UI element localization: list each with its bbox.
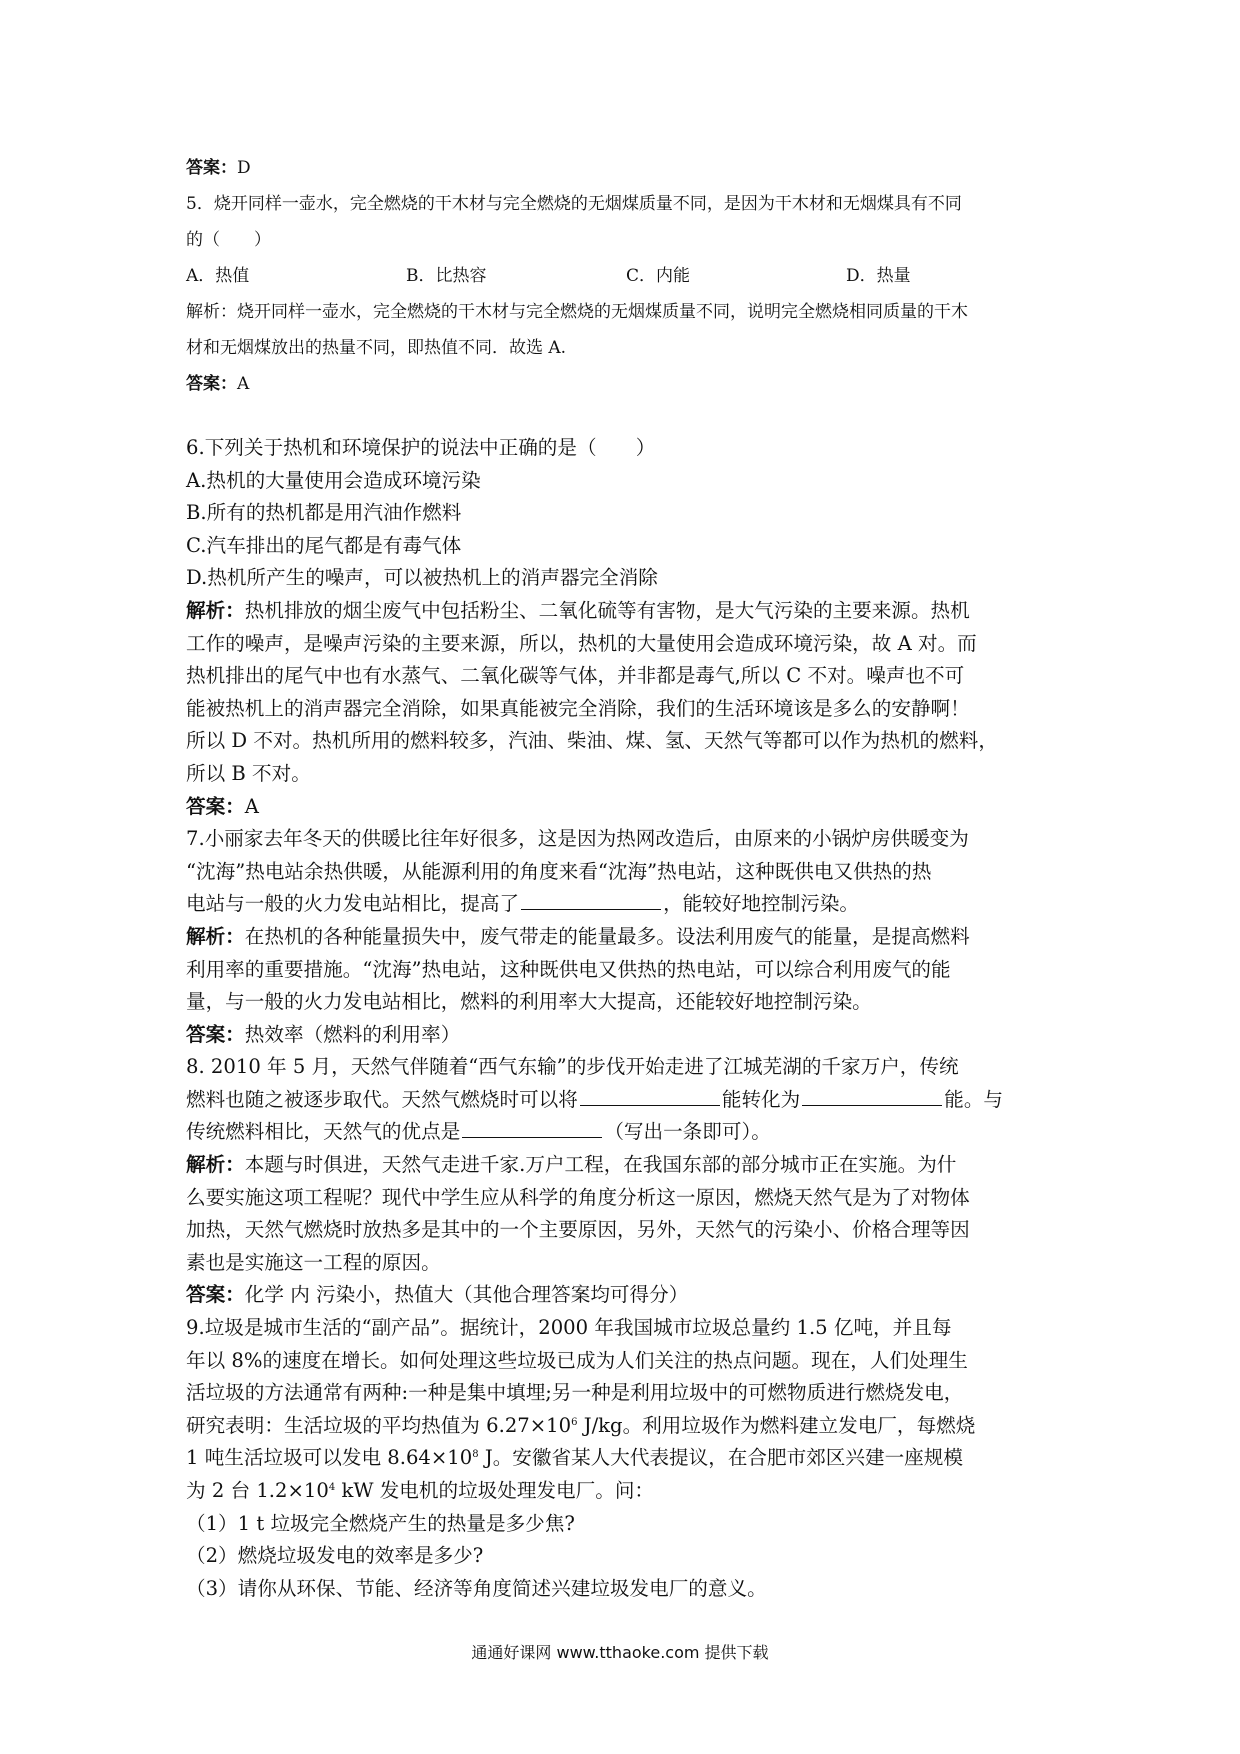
q7-analysis-text1: 在热机的各种能量损失中，废气带走的能量最多。设法利用废气的能量，是提高燃料	[244, 924, 970, 948]
q9-stem-line3: 活垃圾的方法通常有两种:一种是集中填埋;另一种是利用垃圾中的可燃物质进行燃烧发电，	[186, 1381, 964, 1405]
q6-analysis-line1	[186, 595, 1066, 628]
analysis-label: 解析：	[186, 924, 245, 948]
q7-stem-line3-start: 电站与一般的火力发电站相比，提高了	[186, 892, 520, 916]
q7-blank	[521, 891, 661, 910]
q6-stem: 6.下列关于热机和环境保护的说法中正确的是（ ）	[186, 436, 656, 459]
q6-option-b: B.所有的热机都是用汽油作燃料	[186, 501, 462, 525]
q9-stem-line4-start: 研究表明：生活垃圾的平均热值为 6.27×10	[186, 1413, 572, 1437]
q7-analysis-line2: 利用率的重要措施。“沈海”热电站，这种既供电又供热的热电站，可以综合利用废气的能	[186, 957, 951, 981]
q8-analysis-line2: 么要实施这项工程呢？现代中学生应从科学的角度分析这一原因，燃烧天然气是为了对物体	[186, 1185, 970, 1209]
q9-stem-line6-start: 为 2 台 1.2×10	[186, 1479, 329, 1502]
q5-stem-line1: 5．烧开同样一壶水，完全燃烧的干木材与完全燃烧的无烟煤质量不同，是因为干木材和无烟煤具有不同	[186, 194, 962, 214]
q7-analysis-line3: 量，与一般的火力发电站相比，燃料的利用率大大提高，还能较好地控制污染。	[186, 990, 872, 1014]
q8-answer	[186, 1279, 1066, 1312]
q9-stem-line5	[186, 1442, 1066, 1475]
page-footer: 通通好课网 www.tthaoke.com 提供下载	[471, 1643, 769, 1662]
q9-exponent-2: 8	[472, 1449, 479, 1461]
q5-option-b: B．比热容	[406, 266, 487, 286]
q8-stem-line3-start: 传统燃料相比，天然气的优点是	[186, 1120, 461, 1144]
q9-stem-line1: 9.垃圾是城市生活的“副产品”。据统计，2000 年我国城市垃圾总量约 1.5 亿吨，并且每	[186, 1316, 952, 1340]
q6-analysis-line2: 工作的噪声，是噪声污染的主要来源，所以，热机的大量使用会造成环境污染，故 A 对。而	[186, 631, 977, 655]
q8-analysis-line4: 素也是实施这一工程的原因。	[186, 1250, 441, 1274]
q9-stem-line4-end: J/kg。利用垃圾作为燃料建立发电厂，每燃烧	[577, 1413, 976, 1437]
q9-sub-question-3: （3）请你从环保、节能、经济等角度简述兴建垃圾发电厂的意义。	[186, 1576, 767, 1600]
q5-options	[186, 258, 1066, 294]
q7-stem-line2: “沈海”热电站余热供暖，从能源利用的角度来看“沈海”热电站，这种既供电又供热的热	[186, 859, 932, 883]
spacer	[186, 402, 1066, 432]
q9-stem-line6	[186, 1475, 1066, 1508]
q5-analysis-line1: 解析：烧开同样一壶水，完全燃烧的干木材与完全燃烧的无烟煤质量不同，说明完全燃烧相同质量的干木	[186, 302, 968, 322]
q8-stem-line2-mid: 能转化为	[721, 1087, 801, 1111]
q5-analysis-line2: 材和无烟煤放出的热量不同，即热值不同．故选 A.	[186, 338, 567, 358]
analysis-label: 解析：	[186, 598, 245, 622]
q5-stem-line2: 的（ ）	[186, 230, 271, 250]
q7-stem-line1: 7.小丽家去年冬天的供暖比往年好很多，这是因为热网改造后，由原来的小锅炉房供暖变为	[186, 827, 969, 851]
q5-option-d: D．热量	[846, 266, 911, 286]
q6-analysis-line6: 所以 B 不对。	[186, 761, 311, 785]
q7-analysis-line1	[186, 921, 1066, 954]
answer-label: 答案：	[186, 374, 237, 394]
q6-analysis-line4: 能被热机上的消声器完全消除，如果真能被完全消除，我们的生活环境该是多么的安静啊！	[186, 696, 970, 720]
q7-stem-line3-end: ，能较好地控制污染。	[663, 892, 860, 916]
q9-stem-line4	[186, 1410, 1066, 1443]
q8-analysis-line3: 加热，天然气燃烧时放热多是其中的一个主要原因，另外，天然气的污染小、价格合理等因	[186, 1218, 970, 1242]
q8-stem-line3-end: （写出一条即可）。	[604, 1120, 771, 1144]
q6-option-d: D.热机所产生的噪声，可以被热机上的消声器完全消除	[186, 566, 658, 590]
answer-label: 答案：	[186, 1022, 245, 1046]
q8-analysis-text1: 本题与时俱进，天然气走进千家.万户工程，在我国东部的部分城市正在实施。为什	[244, 1153, 957, 1177]
q4-answer	[186, 150, 1066, 186]
q8-stem-line2-end: 能。与	[944, 1087, 1004, 1111]
q9-exponent-3: 4	[328, 1482, 336, 1493]
q6-answer	[186, 791, 1066, 824]
q8-stem-line2	[186, 1084, 1066, 1117]
q5-option-a: A．热值	[186, 266, 250, 286]
q8-blank-1	[580, 1087, 720, 1106]
q8-analysis-line1	[186, 1149, 1066, 1182]
q8-stem-line1: 8. 2010 年 5 月，天然气伴随着“西气东输”的步伐开始走进了江城芜湖的千家万户，传统	[186, 1055, 959, 1079]
q6-analysis-text1: 热机排放的烟尘废气中包括粉尘、二氧化硫等有害物，是大气污染的主要来源。热机	[244, 598, 970, 622]
q6-option-a: A.热机的大量使用会造成环境污染	[186, 468, 481, 492]
q9-stem-line6-end: kW 发电机的垃圾处理发电厂。问：	[335, 1479, 655, 1502]
q8-blank-3	[462, 1119, 602, 1138]
q8-stem-line2-start: 燃料也随之被逐步取代。天然气燃烧时可以将	[186, 1087, 578, 1111]
q7-answer	[186, 1019, 1066, 1052]
q8-blank-2	[802, 1087, 942, 1106]
q5-answer	[186, 366, 1066, 402]
answer-label: 答案：	[186, 158, 237, 178]
q5-option-c: C．内能	[626, 266, 691, 286]
q9-exponent-1: 6	[571, 1416, 578, 1428]
q9-sub-question-2: （2）燃烧垃圾发电的效率是多少?	[186, 1544, 484, 1568]
analysis-label: 解析：	[186, 1153, 245, 1177]
q4-answer-value: D	[237, 158, 251, 178]
q9-stem-line2: 年以 8%的速度在增长。如何处理这些垃圾已成为人们关注的热点问题。现在，人们处理生	[186, 1348, 968, 1372]
q9-stem-line5-start: 1 吨生活垃圾可以发电 8.64×10	[186, 1446, 473, 1470]
q7-stem-line3	[186, 888, 1066, 921]
q5-answer-value: A	[237, 374, 250, 394]
q8-answer-value: 化学 内 污染小，热值大（其他合理答案均可得分）	[244, 1283, 689, 1307]
answer-label: 答案：	[186, 794, 245, 818]
q6-answer-value: A	[244, 794, 259, 818]
q6-analysis-line5: 所以 D 不对。热机所用的燃料较多，汽油、柴油、煤、氢、天然气等都可以作为热机的燃料，	[186, 729, 998, 753]
document-page	[186, 150, 1066, 1605]
q9-stem-line5-end: J。安徽省某人大代表提议，在合肥市郊区兴建一座规模	[478, 1446, 963, 1470]
q9-sub-question-1: （1）1 t 垃圾完全燃烧产生的热量是多少焦?	[186, 1511, 575, 1535]
q8-stem-line3	[186, 1116, 1066, 1149]
q6-analysis-line3: 热机排出的尾气中也有水蒸气、二氧化碳等气体，并非都是毒气,所以 C 不对。噪声也不可	[186, 664, 965, 688]
answer-label: 答案：	[186, 1283, 245, 1307]
q7-answer-value: 热效率（燃料的利用率）	[244, 1022, 461, 1046]
q6-option-c: C.汽车排出的尾气都是有毒气体	[186, 533, 462, 557]
